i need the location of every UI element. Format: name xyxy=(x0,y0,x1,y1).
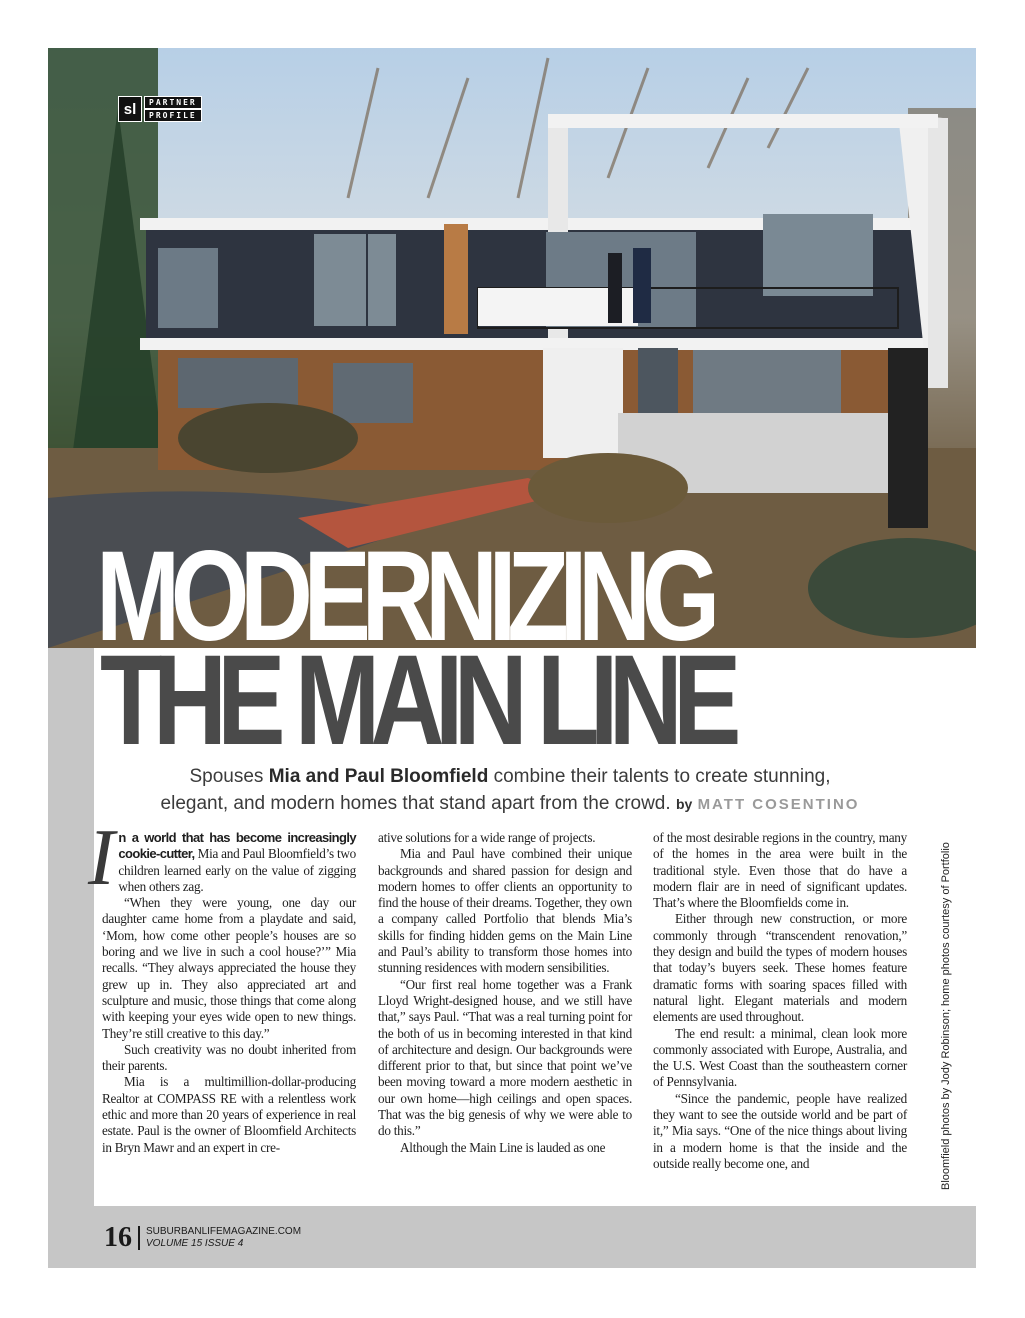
article-paragraph: Mia and Paul have combined their unique backgrounds and shared passion for design and modern homes to offer clients an opportunity to find the house of their dreams. Together, they own a company called Portfolio that blends Mia’s skills for finding hidden gems on the Main Line and Paul’s ability to transform those homes into stunning residences with modern sensibilities. xyxy=(378,846,632,976)
lead-in: n a world that has become increasingly cookie-cutter, xyxy=(118,830,356,862)
dek-names: Mia and Paul Bloomfield xyxy=(268,766,489,787)
article-paragraph: Although the Main Line is lauded as one xyxy=(400,1139,606,1155)
sl-logo: sl xyxy=(118,96,142,122)
article-paragraph: Mia is a multimillion-dollar-producing Realtor at COMPASS RE with a relentless work ethic and more than 20 years of experience in real estate. Paul is the owner of Bloomfield Architects in Bryn Mawr and an expert in cre- xyxy=(102,1074,356,1155)
article-column-2 xyxy=(378,830,632,1156)
dek-post-2: elegant, and modern homes that stand apart from the crowd. xyxy=(160,793,676,814)
article-paragraph: The end result: a minimal, clean look more commonly associated with Europe, Australia, and the U.S. West Coast than the southeastern corner of Pennsylvania. xyxy=(653,1025,907,1090)
partner-profile-badge xyxy=(118,96,202,122)
headline-line-2: THE MAIN LINE xyxy=(100,629,732,772)
footer-divider xyxy=(138,1226,140,1250)
website-link[interactable]: SUBURBANLIFEMAGAZINE.COM xyxy=(146,1226,302,1237)
dek-post-1: combine their talents to create stunning, xyxy=(488,766,831,787)
headline-line-1: MODERNIZING xyxy=(96,525,711,668)
page-footer xyxy=(104,1222,301,1254)
article-paragraph: “When they were young, one day our daughter came home from a playdate and said, ‘Mom, how come other people’s houses are so boring and we live in such a cool house?’” Mia recalls. “They always appreciated the house they grew up in. They also appreciated art and sculpture and music, those things that come along with keeping your eyes wide open to new things. They’re still creative to this day.” xyxy=(102,895,356,1041)
byline-author: MATT COSENTINO xyxy=(697,796,860,813)
photo-credit: Bloomfield photos by Jody Robinson; home photos courtesy of Portfolio xyxy=(940,842,952,1190)
article-column-1 xyxy=(88,814,356,1156)
article-paragraph: of the most desirable regions in the country, many of the homes in the area were built in the traditional style. Even those that do have a modern flair are in need of significant updates. That’s where the Bloomfields come in. xyxy=(653,830,907,911)
paragraph-text: Mia and Paul Bloomfield’s two children learned early on the value of zigging when others zag. xyxy=(118,846,356,894)
publication-info xyxy=(146,1226,301,1250)
badge-line-1: PARTNER xyxy=(144,96,202,109)
article-column-3 xyxy=(653,830,907,1172)
article-paragraph: “Our first real home together was a Frank Lloyd Wright-designed house, and we still have that,” says Paul. “That was a real turning point for the both of us in becoming interested in that kind of architecture and design. Our backgrounds were different prior to that, but since that point we’ve been moving toward a more modern aesthetic in our own home—high ceilings and open spaces. That was the big genesis of why we were able to do this.” xyxy=(378,976,632,1139)
article-paragraph xyxy=(88,814,356,902)
dek-pre: Spouses xyxy=(189,766,269,787)
article-paragraph: Such creativity was no doubt inherited from their parents. xyxy=(102,1041,356,1074)
page-number: 16 xyxy=(104,1222,132,1253)
byline-by: by xyxy=(675,796,693,812)
article-paragraph: “Since the pandemic, people have realized they want to see the outside world and be part of it,” Mia says. “One of the nice things about living in a modern home is that the inside and the outside really become one, and xyxy=(653,1090,907,1171)
dek xyxy=(110,763,910,818)
issue-label: VOLUME 15 ISSUE 4 xyxy=(146,1238,244,1249)
drop-cap: I xyxy=(88,814,115,902)
article-paragraph: ative solutions for a wide range of projects. xyxy=(378,830,596,845)
article-paragraph: Either through new construction, or more commonly through “transcendent renovation,” they design and build the types of modern houses that today’s buyers seek. These homes feature dramatic forms with soaring spaces filled with natural light. Elegant materials and modern elements are used throughout. xyxy=(653,911,907,1025)
badge-line-2: PROFILE xyxy=(144,109,202,122)
